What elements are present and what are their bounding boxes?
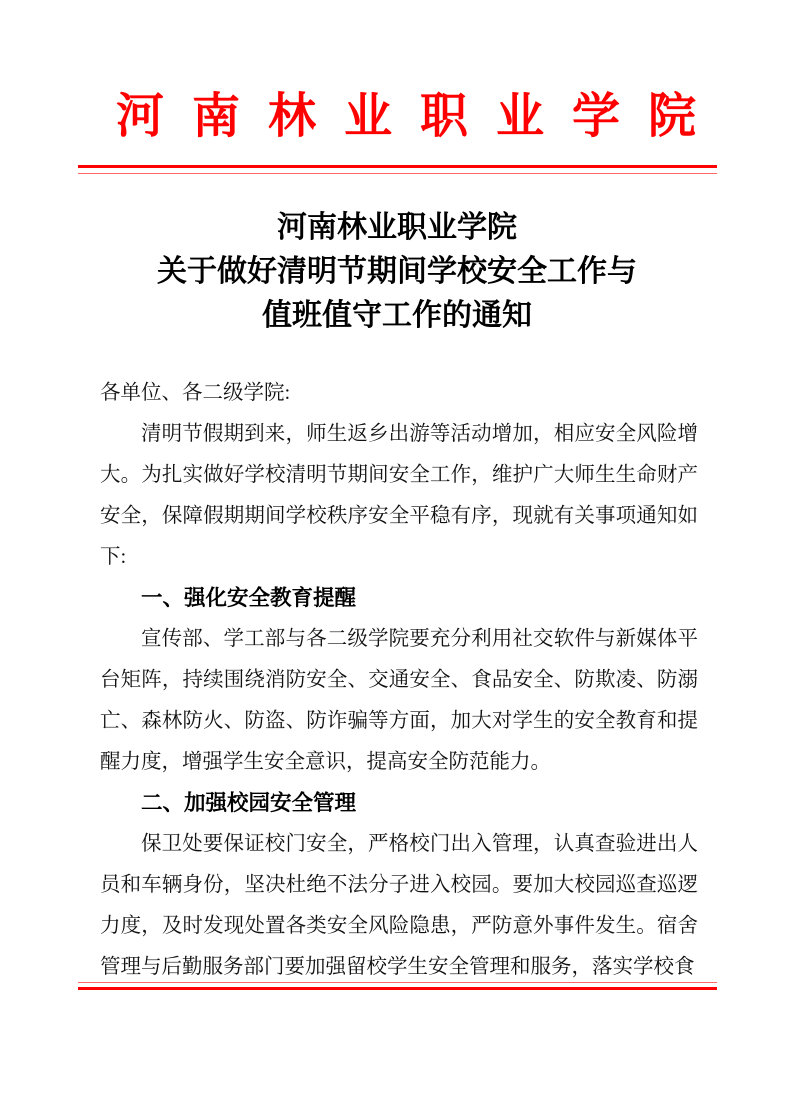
header-rule-thin	[78, 173, 717, 174]
document-title-line-2: 关于做好清明节期间学校安全工作与	[157, 255, 637, 288]
document-body	[100, 373, 698, 988]
document-title-line-3: 值班值守工作的通知	[262, 299, 532, 332]
document-title	[0, 206, 794, 338]
letterhead-school-name: 河南林业职业学院	[116, 90, 725, 143]
section-2-paragraph: 保卫处要保证校门安全，严格校门出入管理，认真查验进出人员和车辆身份，坚决杜绝不法分子进入校园。要加大校园巡查巡逻力度，及时发现处置各类安全风险隐患，严防意外事件发生。宿舍管理与后勤服务部门要加强留校学生安全管理和服务，落实学校食	[100, 833, 698, 978]
intro-paragraph: 清明节假期到来，师生返乡出游等活动增加，相应安全风险增大。为扎实做好学校清明节期间安全工作，维护广大师生生命财产安全，保障假期期间学校秩序安全平稳有序，现就有关事项通知如下:	[100, 423, 698, 568]
header-rule-thick	[78, 165, 717, 168]
footer-rule-thin	[78, 982, 717, 983]
section-2-heading: 二、加强校园安全管理	[141, 791, 357, 815]
salutation: 各单位、各二级学院:	[100, 382, 291, 404]
footer-rule-thick	[78, 987, 717, 990]
section-1-paragraph: 宣传部、学工部与各二级学院要充分利用社交软件与新媒体平台矩阵，持续围绕消防安全、交通安全、食品安全、防欺凌、防溺亡、森林防火、防盗、防诈骗等方面，加大对学生的安全教育和提醒力度，增强学生安全意识，提高安全防范能力。	[100, 628, 698, 773]
document-title-line-1: 河南林业职业学院	[277, 211, 517, 244]
section-1-heading: 一、强化安全教育提醒	[141, 586, 357, 610]
